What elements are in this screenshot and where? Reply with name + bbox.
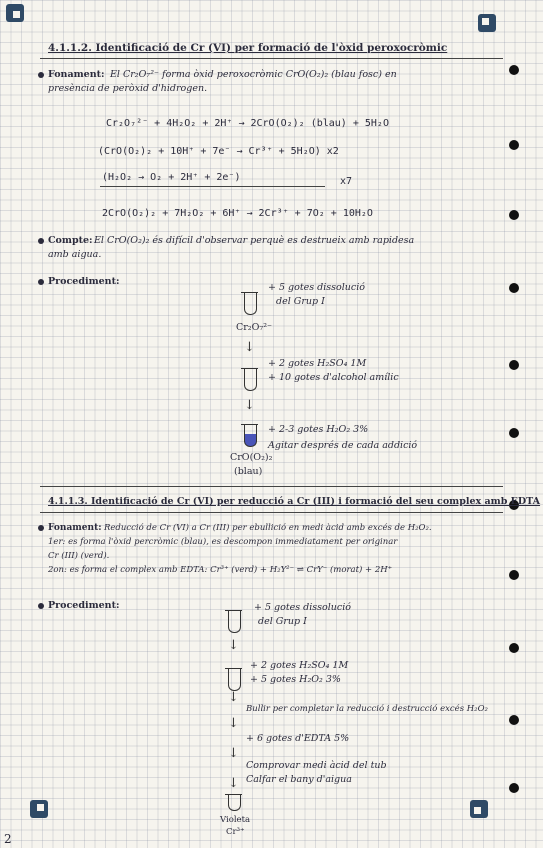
- page-number: 2: [4, 832, 12, 846]
- fonament-text: presència de peròxid d'hidrogen.: [48, 83, 208, 94]
- section-divider: [40, 486, 503, 487]
- bullet-icon: [38, 603, 44, 609]
- binder-hole-icon: [509, 283, 519, 293]
- test-tube-icon: [244, 292, 257, 315]
- bullet-icon: [38, 279, 44, 285]
- procediment-label: Procediment:: [48, 600, 120, 611]
- procedure-step: + 5 gotes dissolució: [268, 282, 366, 293]
- down-arrow-icon: ↓: [228, 746, 239, 761]
- bullet-icon: [38, 72, 44, 78]
- equation-factor: x7: [340, 176, 353, 187]
- bullet-icon: [38, 525, 44, 531]
- equation: (H₂O₂ → O₂ + 2H⁺ + 2e⁻): [102, 172, 241, 183]
- test-tube-blue-icon: [244, 424, 257, 447]
- fonament-text: Cr (III) (verd).: [48, 551, 110, 561]
- procedure-step: Agitar després de cada addició: [268, 440, 418, 451]
- corner-mark-icon: [470, 800, 488, 818]
- equation-underline: [100, 186, 325, 187]
- equation: (CrO(O₂)₂ + 10H⁺ + 7e⁻ → Cr³⁺ + 5H₂O) x2: [98, 146, 339, 157]
- down-arrow-icon: ↓: [244, 340, 255, 355]
- procedure-step: + 5 gotes H₂O₂ 3%: [250, 674, 341, 685]
- species-label: (blau): [234, 466, 263, 477]
- equation: 2CrO(O₂)₂ + 7H₂O₂ + 6H⁺ → 2Cr³⁺ + 7O₂ + 10H₂O: [102, 208, 373, 219]
- fonament-text: Reducció de Cr (VI) a Cr (III) per ebullició en medi àcid amb excés de H₂O₂.: [104, 523, 432, 533]
- binder-hole-icon: [509, 65, 519, 75]
- test-tube-icon: [244, 368, 257, 391]
- species-label: Cr₂O₇²⁻: [236, 322, 273, 333]
- compte-text: amb aigua.: [48, 249, 102, 260]
- down-arrow-icon: ↓: [228, 690, 239, 705]
- procedure-step: + 6 gotes d'EDTA 5%: [246, 733, 350, 744]
- procedure-step: + 10 gotes d'alcohol amílic: [268, 372, 399, 383]
- bullet-icon: [38, 238, 44, 244]
- fonament-text: 2on: es forma el complex amb EDTA: Cr³⁺ (verd) + H₂Y²⁻ ⇌ CrY⁻ (morat) + 2H⁺: [48, 565, 393, 575]
- binder-hole-icon: [509, 570, 519, 580]
- test-tube-icon: [228, 668, 241, 691]
- procedure-step: del Grup I: [276, 296, 325, 307]
- section2-title: 4.1.1.3. Identificació de Cr (VI) per reducció a Cr (III) i formació del seu complex amb EDTA: [48, 496, 541, 507]
- procedure-step: + 5 gotes dissolució: [254, 602, 352, 613]
- test-tube-icon: [228, 794, 241, 811]
- compte-label: Compte:: [48, 235, 93, 246]
- fonament-label: Fonament:: [48, 69, 105, 80]
- corner-mark-icon: [478, 14, 496, 32]
- compte-text: El CrO(O₂)₂ és difícil d'observar perquè es destrueix amb rapidesa: [94, 235, 415, 246]
- test-tube-icon: [228, 610, 241, 633]
- binder-hole-icon: [509, 643, 519, 653]
- section1-title: 4.1.1.2. Identificació de Cr (VI) per formació de l'òxid peroxocròmic: [48, 42, 448, 54]
- fonament-label: Fonament:: [48, 523, 102, 533]
- fonament-text: 1er: es forma l'òxid percròmic (blau), es descompon immediatament per originar: [48, 537, 398, 547]
- fonament-text: El Cr₂O₇²⁻ forma òxid peroxocròmic CrO(O₂)₂ (blau fosc) en: [110, 69, 397, 80]
- section-divider: [40, 512, 503, 513]
- equation: Cr₂O₇²⁻ + 4H₂O₂ + 2H⁺ → 2CrO(O₂)₂ (blau) + 5H₂O: [106, 118, 389, 129]
- species-label: CrO(O₂)₂: [230, 452, 273, 463]
- procedure-step: Bullir per completar la reducció i destrucció excés H₂O₂: [246, 704, 488, 714]
- procediment-label: Procediment:: [48, 276, 120, 287]
- species-label: Violeta: [220, 815, 251, 825]
- procedure-step: Calfar el bany d'aigua: [246, 774, 352, 785]
- binder-hole-icon: [509, 360, 519, 370]
- down-arrow-icon: ↓: [228, 776, 239, 791]
- species-label: Cr³⁺: [226, 827, 245, 837]
- section-divider: [40, 58, 503, 59]
- corner-mark-icon: [6, 4, 24, 22]
- procedure-step: Comprovar medi àcid del tub: [246, 760, 387, 771]
- corner-mark-icon: [30, 800, 48, 818]
- procedure-step: del Grup I: [258, 616, 307, 627]
- procedure-step: + 2 gotes H₂SO₄ 1M: [268, 358, 367, 369]
- down-arrow-icon: ↓: [244, 398, 255, 413]
- down-arrow-icon: ↓: [228, 638, 239, 653]
- procedure-step: + 2 gotes H₂SO₄ 1M: [250, 660, 349, 671]
- binder-hole-icon: [509, 428, 519, 438]
- binder-hole-icon: [509, 210, 519, 220]
- binder-hole-icon: [509, 783, 519, 793]
- down-arrow-icon: ↓: [228, 716, 239, 731]
- binder-hole-icon: [509, 715, 519, 725]
- binder-hole-icon: [509, 140, 519, 150]
- procedure-step: + 2-3 gotes H₂O₂ 3%: [268, 424, 369, 435]
